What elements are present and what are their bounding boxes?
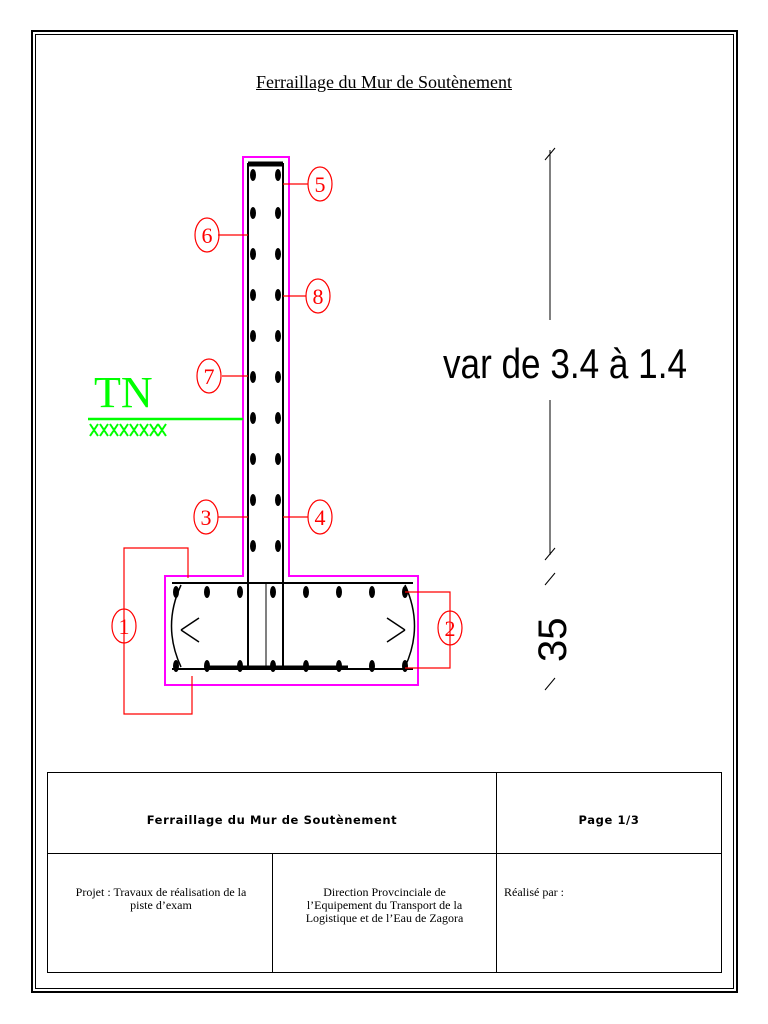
cartouche-realise: Réalisé par :: [504, 885, 564, 899]
direction-line-1: Direction Provcinciale de: [323, 885, 446, 899]
projet-line-2: piste d’exam: [130, 898, 192, 912]
marker-label-3: 3: [200, 505, 212, 530]
marker-label-8: 8: [312, 284, 324, 309]
leader-lines: [124, 184, 450, 714]
cartouche-divider-horizontal: [48, 853, 721, 854]
cartouche-divider-right: [496, 773, 497, 972]
marker-label-6: 6: [201, 223, 213, 248]
marker-label-4: 4: [314, 505, 326, 530]
marker-label-7: 7: [203, 364, 215, 389]
ground-line: [88, 419, 243, 436]
ground-label-tn: TN: [94, 368, 153, 417]
cartouche-page: Page 1/3: [578, 813, 640, 827]
marker-circles: [112, 167, 462, 645]
cartouche-title: Ferraillage du Mur de Soutènement: [146, 813, 398, 827]
cartouche-direction: [273, 886, 496, 925]
cartouche-projet: [50, 886, 272, 912]
drawing-title: Ferraillage du Mur de Soutènement: [256, 72, 512, 92]
direction-line-2: l’Equipement du Transport de la: [306, 898, 463, 912]
direction-line-3: Logistique et de l’Eau de Zagora: [305, 911, 464, 925]
marker-label-5: 5: [314, 172, 326, 197]
marker-label-2: 2: [444, 616, 456, 641]
projet-line-1: Projet : Travaux de réalisation de la: [75, 885, 247, 899]
marker-label-1: 1: [118, 614, 130, 639]
height-dimension-label: var de 3.4 à 1.4: [443, 340, 687, 387]
width-dimension-label: 35: [531, 617, 575, 662]
cartouche: [47, 772, 722, 973]
